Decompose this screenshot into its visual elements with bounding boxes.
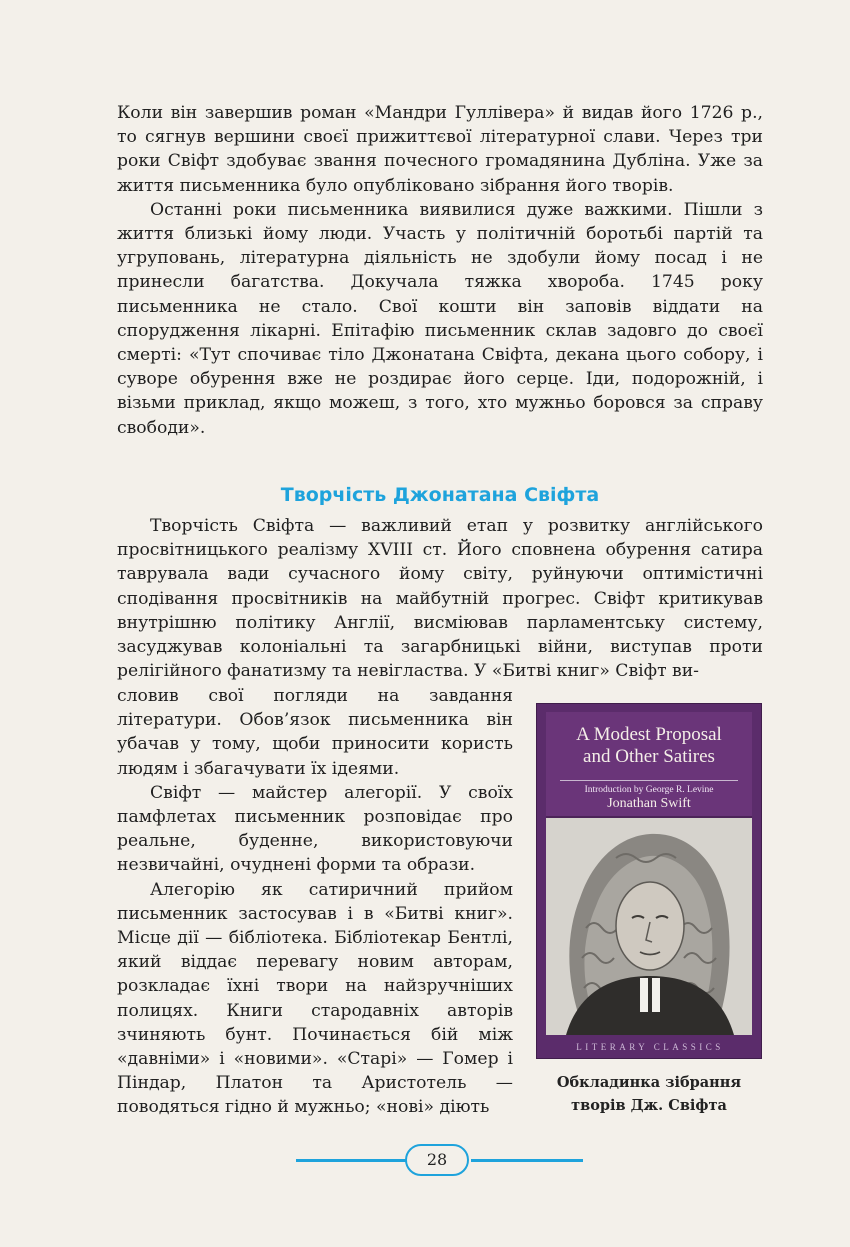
cover-series-label: LITERARY CLASSICS — [576, 1042, 724, 1052]
cover-title-box — [546, 712, 752, 818]
cover-title-line2: and Other Satires — [583, 746, 715, 767]
intro-text-block — [117, 101, 763, 440]
footer-rule-left — [296, 1159, 408, 1162]
works-text-block — [117, 514, 763, 683]
cover-author: Jonathan Swift — [607, 796, 691, 811]
paragraph-works-continued: словив свої погляди на завдання літератури. Обов’язок письменника він убачав у тому, щоби приносити користь людям і збагачувати їх ідеями. — [117, 686, 513, 779]
cover-inner-panel — [546, 712, 752, 1035]
book-cover-image — [536, 703, 762, 1059]
page-number-badge: 28 — [405, 1144, 469, 1176]
caption-line2: творів Дж. Свіфта — [571, 1097, 727, 1114]
swift-portrait-illustration — [546, 818, 752, 1035]
cover-caption — [536, 1071, 762, 1117]
cover-title — [546, 724, 752, 768]
paragraph-last-years: Останні роки письменника виявилися дуже важкими. Пішли з життя близькі йому люди. Участь у політичній боротьбі партій та угруповань, літературна діяльність не здобули йому посад і не принесли багатства. Докучала тяжка хвороба. 1745 року письменника не стало. Свої кошти він заповів віддати на спорудження лікарні. Епітафію письменник склав задовго до своєї смерті: «Тут спочиває тіло Джонатана Свіфта, декана цього собору, і суворе обурення вже не роздирає його серце. Іди, подорожній, і візьми приклад, якщо можеш, з того, хто мужньо боровся за справу свободи». — [117, 199, 763, 438]
paragraph-works-intro: Творчість Свіфта — важливий етап у розвитку англійського просвітницького реалізму XVIII ст. Його сповнена обурення сатира таврувала вади сучасного йому світу, руйнуючи оптимістичні сподівання просвітників на майбутній прогрес. Свіфт критикував внутрішню політику Англії, висміював парламентську систему, засуджував колоніальні та загарбницькі війни, виступав проти релігійного фанатизму та невігластва. У «Битві книг» Свіфт ви- — [117, 516, 763, 682]
narrow-text-column — [117, 684, 513, 1120]
cover-introduction: Introduction by George R. Levine — [584, 785, 714, 795]
paragraph-battle-of-books: Алегорію як сатиричний прийом письменник застосував і в «Битві книг». Місце дії — бібліотека. Бібліотекар Бентлі, який віддає перевагу новим авторам, розкладає їхні твори на найзручніших полицях. Книги стародавніх авторів зчиняють бунт. Починається бій між «давніми» і «новими». «Старі» — Гомер і Піндар, Платон та Аристотель — поводяться гідно й мужньо; «нові» діють — [117, 879, 513, 1118]
section-heading: Творчість Джонатана Свіфта — [280, 484, 600, 506]
paragraph-allegory-master: Свіфт — майстер алегорії. У своїх памфлетах письменник розповідає про реальне, буденне, використовуючи незвичайні, очуднені форми та образи. — [117, 782, 513, 876]
paragraph-gulliver: Коли він завершив роман «Мандри Гуллівера» й видав його 1726 р., то сягнув вершини своєї прижиттєвої літературної слави. Через три роки Свіфт здобуває звання почесного громадянина Дубліна. Уже за життя письменника було опубліковано зібрання його творів. — [117, 103, 763, 196]
footer-rule-right — [471, 1159, 583, 1162]
cover-divider — [560, 780, 738, 781]
caption-line1: Обкладинка зібрання — [556, 1074, 742, 1091]
cover-title-line1: A Modest Proposal — [576, 724, 722, 745]
